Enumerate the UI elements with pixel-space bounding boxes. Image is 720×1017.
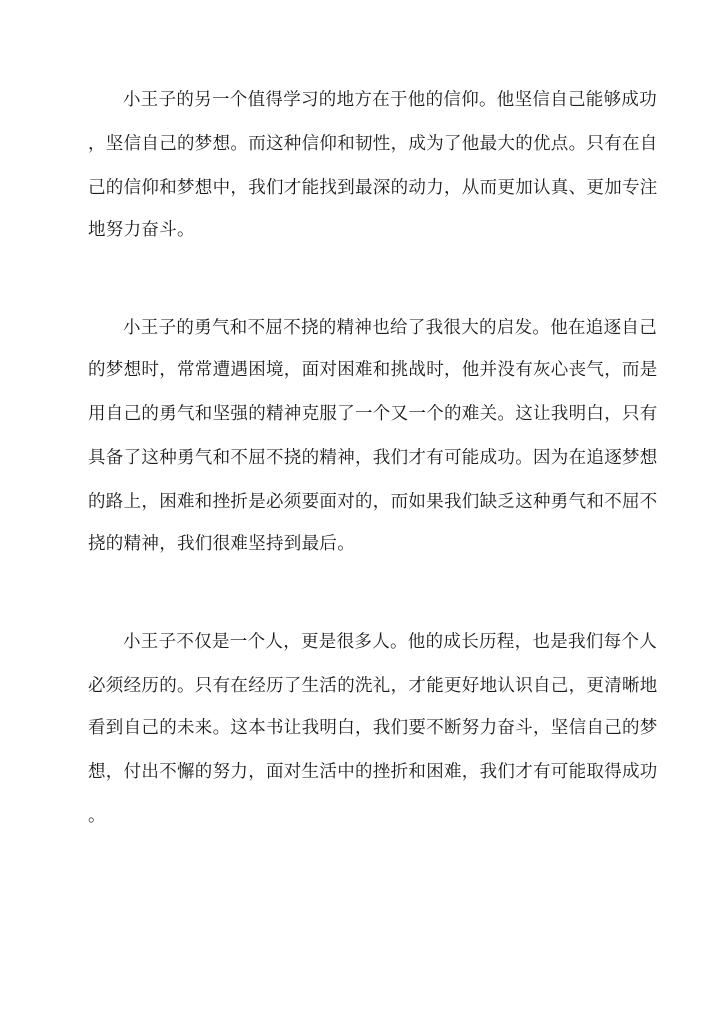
paragraph-2-line-1: 小王子的勇气和不屈不挠的精神也给了我很大的启发。他在追逐自己: [123, 318, 657, 338]
paragraph-3-line-1: 小王子不仅是一个人，更是很多人。他的成长历程，也是我们每个人: [123, 632, 657, 652]
paragraph-1-line-3: 己的信仰和梦想中，我们才能找到最深的动力，从而更加认真、更加专注: [88, 178, 658, 198]
paragraph-2-line-2: 的梦想时，常常遭遇困境，面对困难和挑战时，他并没有灰心丧气，而是: [88, 360, 658, 380]
paragraph-1-line-4: 地努力奋斗。: [88, 220, 195, 240]
paragraph-2-line-5: 的路上，困难和挫折是必须要面对的，而如果我们缺乏这种勇气和不屈不: [88, 492, 658, 512]
paragraph-3-line-2: 必须经历的。只有在经历了生活的洗礼，才能更好地认识自己，更清晰地: [88, 676, 658, 696]
paragraph-1-line-2: ，坚信自己的梦想。而这种信仰和韧性，成为了他最大的优点。只有在自: [88, 134, 658, 154]
paragraph-2-line-4: 具备了这种勇气和不屈不挠的精神，我们才有可能成功。因为在追逐梦想: [88, 448, 658, 468]
paragraph-3-line-5: 。: [88, 806, 106, 826]
paragraph-3-line-4: 想，付出不懈的努力，面对生活中的挫折和困难，我们才有可能取得成功: [88, 762, 658, 782]
paragraph-2-line-3: 用自己的勇气和坚强的精神克服了一个又一个的难关。这让我明白，只有: [88, 404, 658, 424]
paragraph-3-line-3: 看到自己的未来。这本书让我明白，我们要不断努力奋斗，坚信自己的梦: [88, 718, 658, 738]
paragraph-1-line-1: 小王子的另一个值得学习的地方在于他的信仰。他坚信自己能够成功: [123, 90, 657, 110]
paragraph-2-line-6: 挠的精神，我们很难坚持到最后。: [88, 534, 355, 554]
